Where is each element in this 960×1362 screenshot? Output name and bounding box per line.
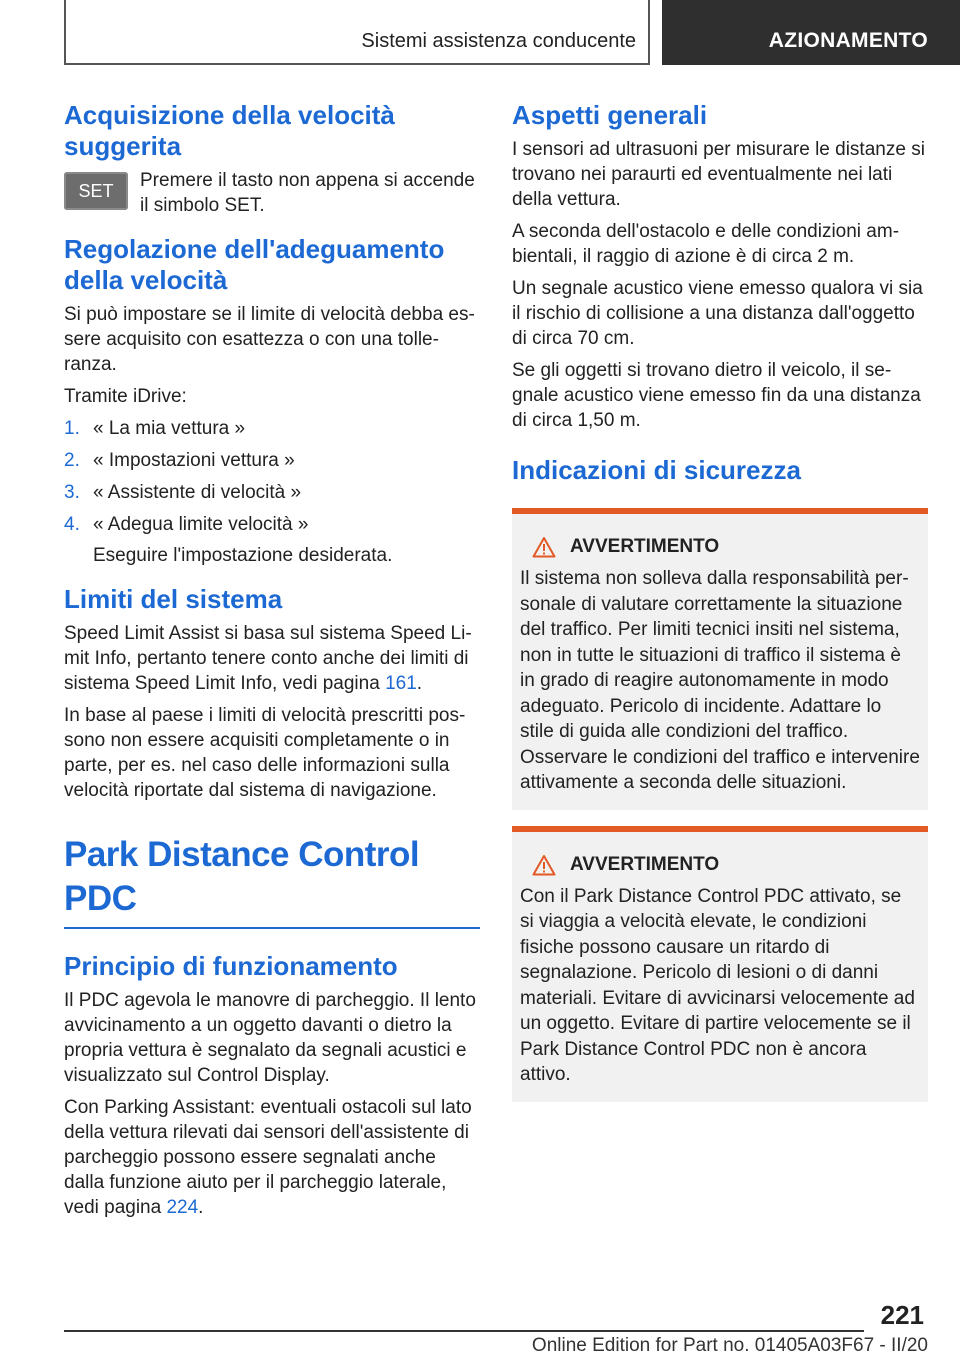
page-number: 221 [880,1300,924,1330]
paragraph-principle-2 [64,1095,480,1220]
paragraph-idrive: Tramite iDrive: [64,386,187,407]
heading-general: Aspetti generali [512,100,708,130]
heading-speed-adjustment: Regolazione dell'adeguamento della velocità [64,234,445,295]
step-number: 4. [64,514,80,535]
page-link-224[interactable]: 224 [166,1196,199,1218]
footer-edition: Online Edition for Part no. 01405A03F67 - II/20 [531,1335,928,1356]
chapter-title-pdc: Park Distance Control PDC [64,835,420,918]
warning-triangle-icon [532,854,556,876]
step-text: « La mia vettura » [93,418,246,439]
idrive-steps [64,416,480,537]
paragraph-principle-1: Il PDC agevola le manovre di parcheggio. Il lento avvicinamento a un oggetto davanti o dietro la propria vettura è segnalato da segnali acustici e visualizzato sul Control Display. [64,989,476,1086]
paragraph-limits-2: In base al paese i limiti di velocità prescritti possono non essere acquisiti completamente o in parte, per es. nel caso delle informazioni sulla velocità riportate dal sistema di navigazione. [64,705,466,801]
paragraph-adjustment: Si può impostare se il limite di velocità debba essere acquisito con esattezza o con una tolleranza. [64,304,475,375]
heading-operating-principle: Principio di funzionamento [64,950,398,981]
paragraph-general-1: I sensori ad ultrasuoni per misurare le distanze si trovano nei paraurti ed eventualmente nei lati della vettura. [512,139,925,210]
list-item [64,416,480,441]
step-text: « Adegua limite velocità » [93,514,309,535]
set-instruction [64,168,480,218]
step-extra-text: Eseguire l'impostazione desiderata. [93,545,393,566]
set-instruction-text: Premere il tasto non appena si accende il simbolo SET. [140,170,475,216]
warning-title [520,536,920,558]
paragraph-general-2: A seconda dell'ostacolo e delle condizioni ambientali, il raggio di azione è di circa 2 m. [512,221,900,267]
heading-safety: Indicazioni di sicurezza [512,455,801,485]
paragraph-text: . [416,673,423,694]
warning-text: Il sistema non solleva dalla responsabilità personale di valutare correttamente la situazione del traffico. Per limiti tecnici insiti nel sistema, non in tutte le situazioni di traffico il sistema è in grado di reagire autonomamente in modo adeguato. Pericolo di incidente. Adattare lo stile di guida alle condizioni del traffico. Osservare le condizioni del traffico e intervenire attivamente a seconda delle situazioni. [520,568,920,793]
warning-box [512,826,928,1102]
title-rule [64,927,480,929]
header-chapter-label: AZIONAMENTO [768,29,928,52]
paragraph-text: Speed Limit Assist si basa sul sistema Speed Limit Info, pertanto tenere conto anche dei limiti di sistema Speed Limit Info, vedi pagina [64,623,472,694]
paragraph-text: Con Parking Assistant: eventuali ostacoli sul lato della vettura rilevati dai sensori dell'assistente di parcheggio possono essere segnalati anche dalla funzione aiuto per il parcheggio laterale, vedi pagina [64,1096,472,1218]
step-text: « Impostazioni vettura » [93,450,295,471]
footer-rule [64,1330,864,1332]
warning-box [512,508,928,810]
header-right-rule [648,0,650,64]
paragraph-text: . [198,1196,204,1218]
set-button-icon: SET [64,172,128,210]
warning-title-text: AVVERTIMENTO [570,853,720,875]
paragraph-limits-1 [64,621,480,696]
step-number: 1. [64,418,80,439]
warning-text: Con il Park Distance Control PDC attivato, se si viaggia a velocità elevate, le condizioni fisiche possono causare un ritardo di segnalazione. Pericolo di lesioni o di danni materiali. Evitare di avvicinarsi velocemente ad un oggetto. Evitare di partire velocemente se il Park Distance Control PDC non è ancora attivo. [520,885,915,1085]
right-column [512,100,928,1118]
pdc-title-block [64,833,480,929]
warning-title [520,854,920,876]
header-chapter-tab[interactable] [662,0,960,65]
step-number: 2. [64,450,80,471]
heading-system-limits: Limiti del sistema [64,584,283,614]
warning-title-text: AVVERTIMENTO [570,536,720,557]
paragraph-general-3: Un segnale acustico viene emesso qualora vi sia il rischio di collisione a una distanza dall'oggetto di circa 70 cm. [512,278,923,349]
left-column [64,100,480,1227]
heading-speed-acceptance: Acquisizione della velocità suggerita [64,100,395,161]
step-number: 3. [64,482,80,503]
header-bottom-rule [64,63,650,65]
list-item [64,448,480,473]
paragraph-general-4: Se gli oggetti si trovano dietro il veicolo, il segnale acustico viene emesso fin da una distanza di circa 1,50 m. [512,360,921,431]
page-link-161[interactable]: 161 [385,673,417,694]
step-text: « Assistente di velocità » [93,482,302,503]
warning-triangle-icon [532,536,556,558]
header-section-title: Sistemi assistenza conducente [361,30,636,52]
list-item [64,480,480,505]
list-item [64,512,480,537]
